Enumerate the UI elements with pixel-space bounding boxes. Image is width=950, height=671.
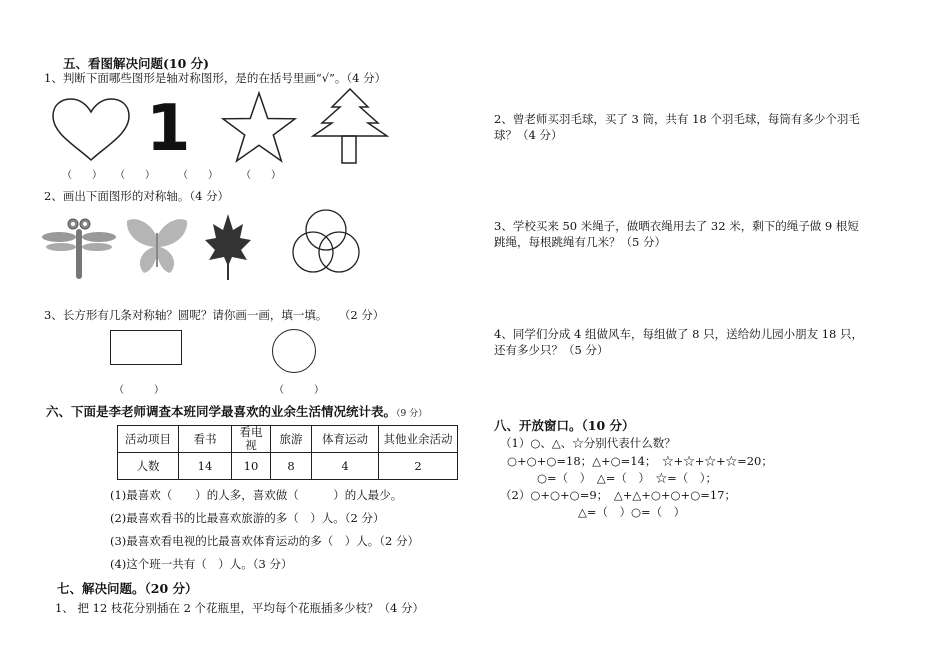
section6-item-4: (4)这个班一共有（ ）人。（3 分） bbox=[110, 557, 293, 571]
right-q4-line2: 还有多少只？（5 分） bbox=[494, 343, 609, 357]
section6-item-1: (1)最喜欢（ ）的人多，喜欢做（ ）的人最少。 bbox=[110, 488, 403, 502]
section5-q1-text: 1、判断下面哪些图形是轴对称图形，是的在括号里画“√”。（4 分） bbox=[44, 71, 387, 85]
table-header-cell: 体育运动 bbox=[312, 426, 379, 453]
section6-points: （9 分） bbox=[396, 409, 428, 419]
table-header-row bbox=[118, 426, 458, 453]
section8-line-5: △=（ ）○=（ ） bbox=[578, 505, 686, 519]
circle-figure bbox=[272, 329, 316, 373]
section7-title: 七、解决问题。（20 分） bbox=[57, 581, 198, 596]
right-q2-line2: 球？（4 分） bbox=[494, 128, 563, 142]
table-header-cell: 其他业余活动 bbox=[379, 426, 458, 453]
right-q3-line2: 跳绳，每根跳绳有几米？（5 分） bbox=[494, 235, 666, 249]
section7-q1-text: 1、 把 12 枝花分别插在 2 个花瓶里，平均每个花瓶插多少枝？（4 分） bbox=[55, 601, 425, 615]
dragonfly-figure-icon bbox=[41, 216, 117, 282]
right-q2-line1: 2、曾老师买羽毛球，买了 3 筒，共有 18 个羽毛球，每筒有多少个羽毛 bbox=[494, 112, 860, 126]
digit-one-figure: 1 bbox=[146, 92, 191, 166]
table-cell: 10 bbox=[232, 453, 271, 480]
section6-title-text: 六、下面是李老师调查本班同学最喜欢的业余生活情况统计表。 bbox=[46, 404, 397, 419]
table-row-label: 人数 bbox=[118, 453, 179, 480]
right-q4-line1: 4、同学们分成 4 组做风车，每组做了 8 只，送给幼儿园小朋友 18 只， bbox=[494, 327, 864, 341]
section6-title bbox=[46, 404, 427, 422]
section5-q2-text: 2、画出下面图形的对称轴。（4 分） bbox=[44, 189, 230, 203]
section5-q3-text: 3、长方形有几条对称轴？圆呢？请你画一画，填一填。 （2 分） bbox=[44, 308, 385, 322]
table-cell: 14 bbox=[179, 453, 232, 480]
answer-paren-circle[interactable]: （ ） bbox=[274, 385, 324, 396]
section5-title: 五、看图解决问题(10 分) bbox=[63, 56, 210, 71]
table-cell: 8 bbox=[271, 453, 312, 480]
table-header-cell: 活动项目 bbox=[118, 426, 179, 453]
three-circles-figure-icon bbox=[286, 208, 366, 276]
section8-line-1: （1）○、△、☆分别代表什么数？ bbox=[500, 436, 676, 450]
answer-paren-heart[interactable]: （ ） bbox=[62, 170, 102, 181]
butterfly-figure-icon bbox=[124, 215, 190, 277]
heart-shape-icon bbox=[51, 98, 131, 162]
rectangle-figure bbox=[110, 330, 182, 365]
right-q3-line1: 3、学校买来 50 米绳子，做晒衣绳用去了 32 米，剩下的绳子做 9 根短 bbox=[494, 219, 859, 233]
section6-item-3: (3)最喜欢看电视的比最喜欢体育运动的多（ ）人。（2 分） bbox=[110, 534, 420, 548]
section8-title: 八、开放窗口。（10 分） bbox=[494, 418, 635, 433]
section8-line-3: ○=（ ） △=（ ） ☆=（ ）； bbox=[537, 471, 718, 485]
maple-leaf-figure-icon bbox=[203, 212, 253, 282]
answer-paren-one[interactable]: （ ） bbox=[115, 170, 155, 181]
table-row bbox=[118, 453, 458, 480]
table-cell: 4 bbox=[312, 453, 379, 480]
table-cell: 2 bbox=[379, 453, 458, 480]
statistics-table bbox=[117, 425, 458, 480]
answer-paren-tree[interactable]: （ ） bbox=[241, 170, 281, 181]
section8-line-2: ○+○+○=18；△+○=14； ☆+☆+☆+☆=20； bbox=[507, 454, 773, 468]
tree-shape-icon bbox=[310, 87, 390, 165]
star-shape-icon bbox=[219, 91, 299, 163]
section8-line-4: （2）○+○+○=9； △+△+○+○+○=17； bbox=[500, 488, 736, 502]
answer-paren-star[interactable]: （ ） bbox=[178, 170, 218, 181]
table-header-cell: 旅游 bbox=[271, 426, 312, 453]
section6-item-2: (2)最喜欢看书的比最喜欢旅游的多（ ）人。（2 分） bbox=[110, 511, 385, 525]
answer-paren-rectangle[interactable]: （ ） bbox=[114, 385, 164, 396]
table-header-cell: 看书 bbox=[179, 426, 232, 453]
table-header-cell: 看电视 bbox=[232, 426, 271, 453]
